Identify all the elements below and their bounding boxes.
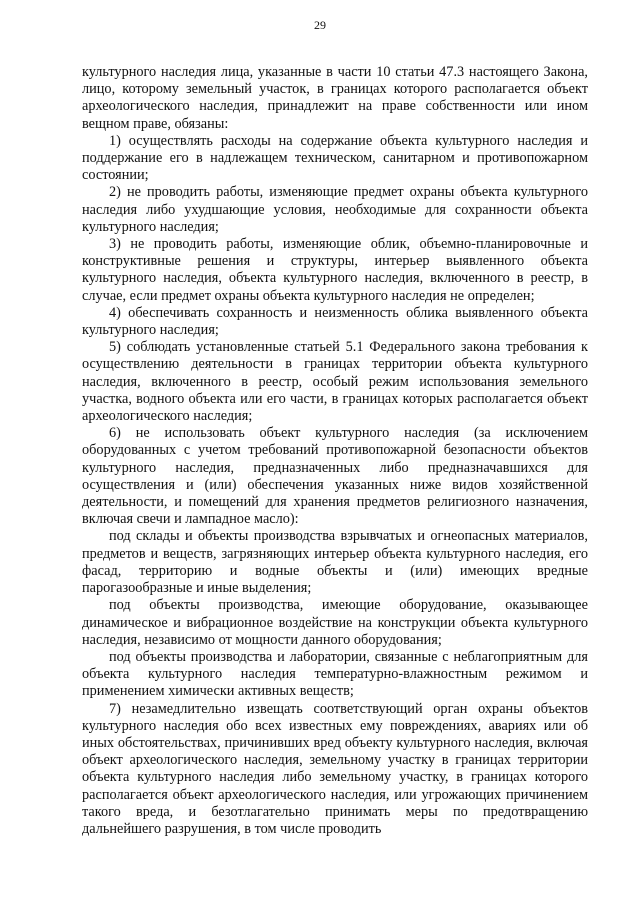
paragraph-item-4: 4) обеспечивать сохранность и неизменность облика выявленного объекта культурного наследия; <box>82 304 588 339</box>
paragraph-item-1: 1) осуществлять расходы на содержание объекта культурного наследия и поддержание его в надлежащем техническом, санитарном и противопожарном состоянии; <box>82 132 588 184</box>
paragraph-item-3: 3) не проводить работы, изменяющие облик, объемно-планировочные и конструктивные решения и структуры, интерьер выявленного объекта культурного наследия, объекта культурного наследия, включенного в реестр, в случае, если предмет охраны объекта культурного наследия не определен; <box>82 236 588 304</box>
paragraph-item-2: 2) не проводить работы, изменяющие предмет охраны объекта культурного наследия либо ухудшающие условия, необходимые для сохранности объекта культурного наследия; <box>82 184 588 235</box>
page-number: 29 <box>314 18 326 32</box>
paragraph-intro: культурного наследия лица, указанные в части 10 статьи 47.3 настоящего Закона, лицо, которому земельный участок, в границах которого располагается объект археологического наследия, принадлежит на праве собственности или ином вещном праве, обязаны: <box>82 64 588 132</box>
document-body <box>82 64 588 838</box>
paragraph-subitem-production: под объекты производства, имеющие оборудование, оказывающее динамическое и вибрационное воздействие на конструкции объекта культурного наследия, независимо от мощности данного оборудования; <box>82 597 588 648</box>
paragraph-subitem-warehouses: под склады и объекты производства взрывчатых и огнеопасных материалов, предметов и веществ, загрязняющих интерьер объекта культурного наследия, его фасад, территорию и водные объекты и (или) имеющих вредные парогазообразные и иные выделения; <box>82 528 588 597</box>
paragraph-item-5: 5) соблюдать установленные статьей 5.1 Федерального закона требования к осуществлению деятельности в границах территории объекта культурного наследия, включенного в реестр, особый режим использования земельного участка, водного объекта или его части, в границах которых располагается объект археологического наследия; <box>82 339 588 425</box>
paragraph-subitem-laboratories: под объекты производства и лаборатории, связанные с неблагоприятным для объекта культурного наследия температурно-влажностным режимом и применением химически активных веществ; <box>82 648 588 700</box>
paragraph-item-7: 7) незамедлительно извещать соответствующий орган охраны объектов культурного наследия обо всех известных ему повреждениях, авариях или об иных обстоятельствах, причинивших вред объекту культурного наследия, включая объект археологического наследия, земельному участку в границах территории объекта культурного наследия либо земельному участку, в границах которого располагается объект археологического наследия, или угрожающих причинением такого вреда, и безотлагательно принимать меры по предотвращению дальнейшего разрушения, в том числе проводить <box>82 700 588 837</box>
paragraph-item-6: 6) не использовать объект культурного наследия (за исключением оборудованных с учетом требований противопожарной безопасности объектов культурного наследия, предназначенных либо предназначавшихся для осуществления и (или) обеспечения указанных ниже видов хозяйственной деятельности, и помещений для хранения предметов религиозного назначения, включая свечи и лампадное масло): <box>82 425 588 528</box>
